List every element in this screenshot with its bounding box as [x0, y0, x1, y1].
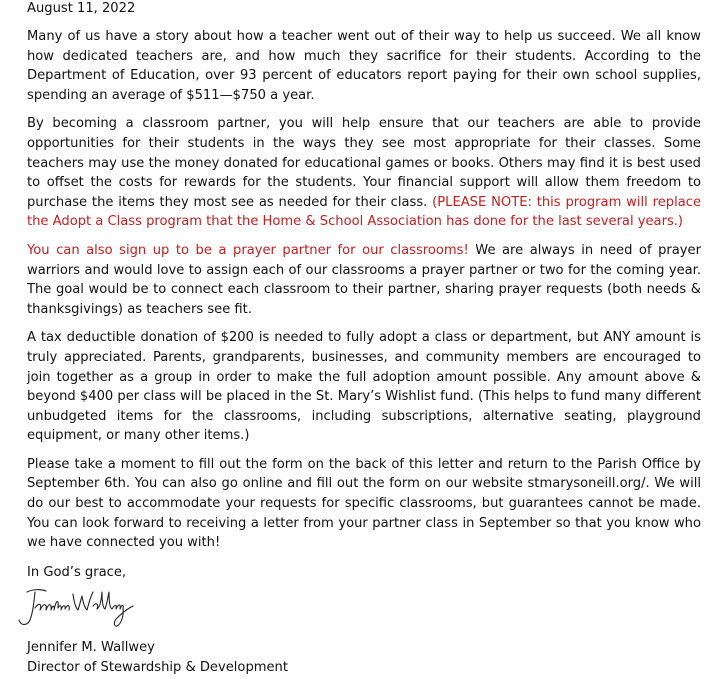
paragraph-donation [27, 328, 701, 446]
paragraph-teacher-story [27, 27, 701, 105]
letter-date: August 11, 2022 [27, 1, 136, 16]
letter [27, 0, 701, 678]
paragraph-classroom-partner [27, 114, 701, 232]
letter-closing: In God’s grace, [27, 564, 127, 580]
paragraph-text: We are always in need of prayer warriors and would love to assign each of our classrooms a prayer partner or two for the coming year. The goal would be to connect each classroom to their partner, sharing prayer requests (both needs & thanksgivings) as teachers see fit. [27, 242, 701, 317]
paragraph-text: Many of us have a story about how a teacher went out of their way to help us succeed. We all know how dedicated teachers are, and how much they sacrifice for their students. According to the Department of Education, over 93 percent of educators report paying for their own school supplies, spending an average of $511—$750 a year. [27, 29, 701, 103]
prayer-partner-highlight: You can also sign up to be a prayer partner for our classrooms! [27, 242, 469, 258]
program-note: (PLEASE NOTE: this program will replace the Adopt a Class program that the Home & School Association has done for the last several years.) [27, 194, 701, 230]
signer-title: Director of Stewardship & Development [27, 660, 288, 676]
paragraph-text: Please take a moment to fill out the form on the back of this letter and return to the Parish Office by September 6th. You can also go online and fill out the form on our website stmarysoneill.org/. We will do our best to accommodate your requests for specific classrooms, but guarantees cannot be made. You can look forward to receiving a letter from your partner class in September so that you know who we have connected you with! [27, 456, 701, 551]
paragraph-prayer-partner [27, 241, 701, 319]
signature-block [27, 638, 701, 678]
paragraph-text: A tax deductible donation of $200 is needed to fully adopt a class or department, but ANY amount is truly appreciated. Parents, grandparents, businesses, and community members are encouraged to join together as a group in order to make the full adoption amount possible. Any amount above & beyond $400 per class will be placed in the St. Mary’s Wishlist fund. (This helps to fund many different unbudgeted items for the classrooms, including subscriptions, alternative seating, playground equipment, or many other items.) [27, 330, 701, 444]
signer-name: Jennifer M. Wallwey [27, 640, 155, 656]
paragraph-text: By becoming a classroom partner, you will help ensure that our teachers are able to provide opportunities for their students in the ways they see most appropriate for their classes. Some teachers may use the money donated for educational games or books. Others may find it is best used to offset the costs for rewards for the students. Your financial support will allow them freedom to purchase the items they most see as needed for their class. [27, 116, 701, 210]
handwritten-signature [13, 584, 143, 630]
paragraph-form-instructions [27, 455, 701, 553]
